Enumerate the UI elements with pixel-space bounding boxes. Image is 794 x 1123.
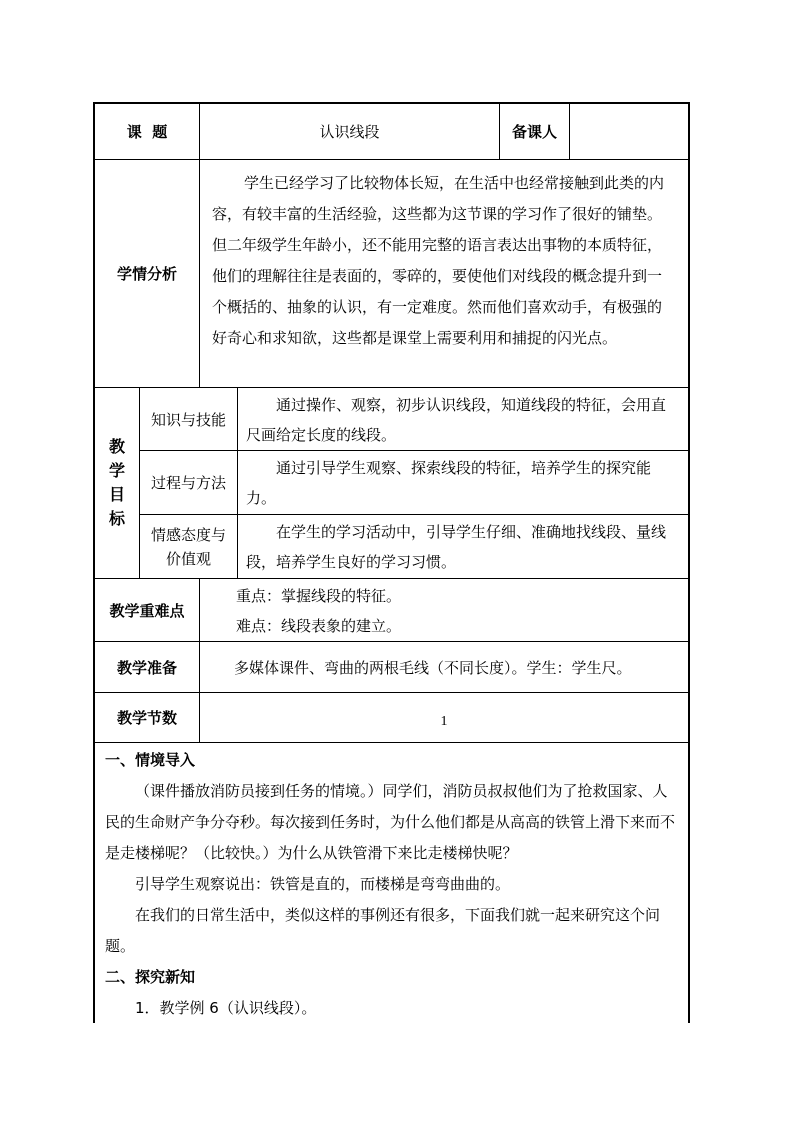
paragraph: （课件播放消防员接到任务的情境。）同学们，消防员叔叔他们为了抢救国家、人民的生命财产争分夺秒。每次接到任务时，为什么他们都是从高高的铁管上滑下来而不是走楼梯呢？（比较快。）为什么从铁管滑下来比走楼梯快呢？	[105, 782, 676, 862]
periods-label: 教学节数	[116, 709, 177, 727]
prep-text: 多媒体课件、弯曲的两根毛线（不同长度）。学生：学生尺。	[234, 658, 632, 677]
section-title: 一、情境导入	[105, 751, 196, 769]
preparer-label: 备课人	[499, 104, 569, 159]
goal-label: 过程与方法	[150, 474, 226, 492]
preparer-value	[569, 104, 688, 159]
goal-label: 知识与技能	[150, 410, 226, 429]
row-preparation	[95, 642, 688, 693]
goals-label-text: 教学目标	[108, 437, 125, 528]
prep-label: 教学准备	[116, 658, 177, 677]
lesson-plan-page	[93, 102, 690, 1023]
paragraph: 引导学生观察说出：铁管是直的，而楼梯是弯弯曲曲的。	[135, 875, 511, 893]
goal-row-knowledge	[140, 388, 688, 451]
difficult-point: 难点：线段表象的建立。	[236, 617, 402, 635]
lesson-body	[95, 745, 688, 1024]
analysis-label: 学情分析	[116, 265, 177, 283]
row-goals	[95, 388, 688, 579]
goals-subtable	[139, 388, 688, 578]
row-periods	[95, 693, 688, 743]
goals-label	[95, 388, 139, 578]
goal-text: 通过引导学生观察、探索线段的特征，培养学生的探究能力。	[246, 459, 652, 507]
goal-text: 在学生的学习活动中，引导学生仔细、准确地找线段、量线段，培养学生良好的学习习惯。	[246, 523, 667, 571]
paragraph: 在我们的日常生活中，类似这样的事例还有很多，下面我们就一起来研究这个问题。	[105, 906, 661, 955]
goal-text-cell	[237, 451, 688, 514]
prep-cell	[199, 642, 688, 692]
row-topic	[95, 104, 688, 160]
goal-text-cell	[237, 388, 688, 450]
goal-label: 情感态度与价值观	[150, 526, 226, 568]
analysis-cell	[199, 160, 688, 387]
key-label: 教学重难点	[109, 601, 185, 620]
topic-value: 认识线段	[199, 104, 499, 159]
section-title: 二、探究新知	[105, 968, 196, 986]
goal-row-process	[140, 451, 688, 515]
key-point: 重点：掌握线段的特征。	[236, 587, 402, 605]
key-cell	[199, 579, 688, 641]
analysis-text: 学生已经学习了比较物体长短，在生活中也经常接触到此类的内容，有较丰富的生活经验，这些都为这节课的学习作了很好的铺垫。但二年级学生年龄小，还不能用完整的语言表达出事物的本质特征，他们的理解往往是表面的，零碎的，要使他们对线段的概念提升到一个概括的、抽象的认识，有一定难度。然而他们喜欢动手，有极强的好奇心和求知欲，这些都是课堂上需要利用和捕捉的闪光点。	[212, 174, 665, 347]
row-analysis	[95, 160, 688, 388]
goal-text: 通过操作、观察，初步认识线段，知道线段的特征，会用直尺画给定长度的线段。	[246, 396, 667, 444]
periods-value: 1	[199, 693, 688, 742]
topic-label: 课 题	[126, 123, 168, 141]
goal-text-cell	[237, 515, 688, 579]
goal-row-emotion	[140, 515, 688, 579]
list-item: 1．教学例 6（认识线段）。	[135, 999, 317, 1017]
row-key-points	[95, 579, 688, 642]
